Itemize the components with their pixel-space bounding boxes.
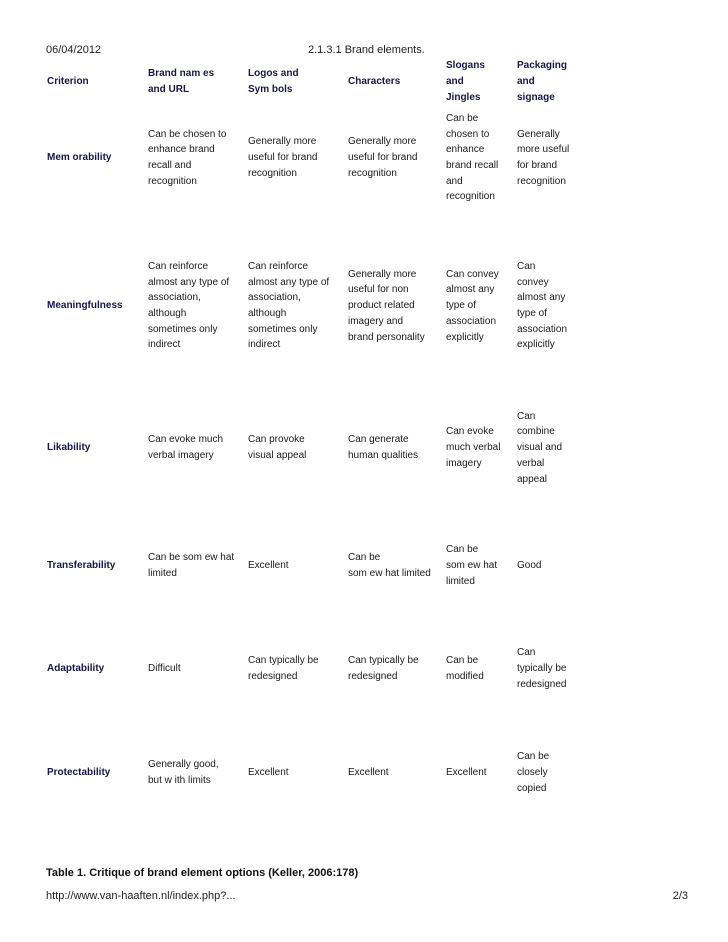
table-cell bbox=[348, 550, 431, 581]
row-header-mem-orability: Mem orability bbox=[47, 152, 112, 164]
cell-line: verbal bbox=[517, 457, 545, 469]
table-cell bbox=[148, 432, 223, 463]
footer-url: http://www.van-haaften.nl/index.php?... bbox=[46, 890, 236, 902]
cell-line: Good bbox=[517, 560, 542, 572]
table-cell bbox=[248, 259, 329, 353]
cell-line: for brand bbox=[517, 160, 558, 171]
cell-line: indirect bbox=[248, 339, 281, 351]
table-cell bbox=[148, 661, 181, 677]
cell-line: and bbox=[517, 76, 535, 88]
table-cell bbox=[348, 134, 418, 181]
table-cell bbox=[148, 757, 219, 788]
cell-line: som ew hat limited bbox=[348, 568, 431, 579]
cell-line: Can evoke bbox=[446, 426, 494, 438]
cell-line: Generally good, bbox=[148, 759, 219, 771]
cell-line: almost any type of bbox=[248, 276, 330, 288]
cell-line: convey bbox=[517, 276, 549, 288]
cell-line: Can bbox=[517, 260, 536, 272]
column-header-slogans-and-jingles bbox=[446, 58, 485, 105]
cell-line: recognition bbox=[248, 167, 297, 179]
row-header-transferability: Transferability bbox=[47, 560, 116, 572]
cell-line: Can typically be bbox=[348, 655, 419, 667]
cell-line: Difficult bbox=[148, 663, 181, 675]
cell-line: som ew hat bbox=[446, 560, 498, 572]
table-cell bbox=[248, 558, 289, 574]
cell-line: Can be bbox=[446, 544, 479, 556]
column-header-logos-and-sym-bols bbox=[248, 66, 299, 97]
cell-line: brand recall bbox=[446, 160, 499, 171]
cell-line: recognition bbox=[148, 175, 197, 187]
table-cell bbox=[148, 127, 226, 190]
table-cell bbox=[517, 127, 569, 190]
cell-line: imagery bbox=[446, 457, 482, 469]
cell-line: association bbox=[517, 323, 568, 335]
cell-line: Logos and bbox=[248, 68, 299, 80]
cell-line: although bbox=[248, 308, 287, 319]
cell-line: recognition bbox=[348, 167, 397, 179]
cell-line: sometimes only bbox=[148, 323, 218, 335]
cell-line: Slogans bbox=[446, 60, 485, 72]
cell-line: signage bbox=[517, 91, 555, 103]
cell-line: sometimes only bbox=[248, 323, 318, 335]
cell-line: recognition bbox=[446, 191, 495, 203]
table-cell bbox=[248, 134, 318, 181]
table-cell bbox=[446, 653, 484, 684]
cell-line: Can convey bbox=[446, 268, 499, 280]
cell-line: limited bbox=[148, 568, 177, 579]
table-cell bbox=[348, 432, 418, 463]
cell-line: and bbox=[446, 175, 463, 187]
cell-line: Can evoke much bbox=[148, 434, 224, 446]
cell-line: useful for brand bbox=[348, 152, 418, 164]
column-header-characters bbox=[348, 74, 400, 90]
table-cell bbox=[248, 653, 319, 684]
cell-line: Generally more bbox=[348, 136, 417, 148]
table-cell bbox=[148, 550, 234, 581]
cell-line: redesigned bbox=[348, 671, 398, 682]
cell-line: Can be chosen to bbox=[148, 128, 227, 140]
cell-line: Packaging bbox=[517, 60, 568, 72]
table-cell bbox=[517, 409, 562, 488]
cell-line: Generally more bbox=[348, 268, 417, 280]
cell-line: much verbal bbox=[446, 442, 501, 454]
cell-line: almost any bbox=[446, 284, 495, 296]
cell-line: almost any bbox=[517, 292, 566, 304]
cell-line: modified bbox=[446, 671, 484, 682]
cell-line: Excellent bbox=[248, 560, 289, 572]
table-cell bbox=[348, 267, 425, 346]
cell-line: redesigned bbox=[517, 678, 567, 690]
table-cell bbox=[517, 259, 567, 353]
cell-line: although bbox=[148, 308, 187, 319]
cell-line: and URL bbox=[148, 84, 190, 95]
cell-line: explicitly bbox=[517, 339, 555, 351]
cell-line: Excellent bbox=[248, 767, 289, 779]
table-caption: Table 1. Critique of brand element options (Keller, 2006:178) bbox=[46, 867, 359, 879]
cell-line: Criterion bbox=[47, 76, 89, 88]
table-cell bbox=[248, 765, 289, 781]
column-header-packaging-and-signage bbox=[517, 58, 567, 105]
column-header-brand-nam-es-and-url bbox=[148, 66, 214, 97]
cell-line: Excellent bbox=[348, 767, 389, 779]
cell-line: visual and bbox=[517, 442, 563, 454]
cell-line: association, bbox=[148, 292, 201, 304]
cell-line: association, bbox=[248, 292, 301, 304]
cell-line: redesigned bbox=[248, 671, 298, 682]
cell-line: useful for non bbox=[348, 284, 409, 296]
table-cell bbox=[446, 424, 500, 471]
row-header-adaptability: Adaptability bbox=[47, 663, 105, 675]
table-cell bbox=[517, 749, 549, 796]
cell-line: Can bbox=[517, 410, 536, 422]
cell-line: Excellent bbox=[446, 767, 487, 779]
table-cell bbox=[517, 645, 566, 692]
cell-line: enhance bbox=[446, 144, 485, 156]
cell-line: Can typically be bbox=[248, 655, 319, 667]
cell-line: Can be som ew hat bbox=[148, 552, 235, 564]
header-date: 06/04/2012 bbox=[46, 44, 102, 56]
row-header-likability: Likability bbox=[47, 442, 91, 454]
cell-line: but w ith limits bbox=[148, 775, 211, 786]
cell-line: Can be bbox=[348, 552, 381, 564]
cell-line: typically be bbox=[517, 663, 567, 675]
cell-line: Can reinforce bbox=[148, 260, 209, 272]
cell-line: Can bbox=[517, 647, 536, 659]
cell-line: enhance brand bbox=[148, 144, 215, 156]
cell-line: Jingles bbox=[446, 91, 481, 103]
cell-line: useful for brand bbox=[248, 152, 318, 164]
cell-line: Can be bbox=[517, 751, 550, 763]
cell-line: recall and bbox=[148, 160, 192, 171]
header-title: 2.1.3.1 Brand elements. bbox=[308, 44, 425, 56]
cell-line: Characters bbox=[348, 76, 401, 88]
cell-line: brand personality bbox=[348, 331, 425, 343]
cell-line: imagery and bbox=[348, 315, 404, 327]
cell-line: almost any type of bbox=[148, 276, 230, 288]
cell-line: verbal imagery bbox=[148, 450, 214, 461]
table-cell bbox=[446, 765, 487, 781]
table-cell bbox=[348, 653, 419, 684]
cell-line: Can generate bbox=[348, 434, 409, 446]
cell-line: Generally bbox=[517, 128, 560, 140]
cell-line: Brand nam es bbox=[148, 68, 215, 80]
row-header-protectability: Protectability bbox=[47, 767, 111, 779]
cell-line: visual appeal bbox=[248, 450, 307, 461]
cell-line: Can be bbox=[446, 655, 479, 667]
cell-line: and bbox=[446, 76, 464, 88]
table-cell bbox=[517, 558, 541, 574]
cell-line: combine bbox=[517, 426, 555, 438]
cell-line: chosen to bbox=[446, 128, 490, 140]
cell-line: indirect bbox=[148, 339, 181, 351]
cell-line: recognition bbox=[517, 175, 566, 187]
cell-line: Can reinforce bbox=[248, 260, 309, 272]
cell-line: Can provoke bbox=[248, 434, 305, 446]
page-number: 2/3 bbox=[672, 890, 688, 902]
cell-line: type of bbox=[517, 308, 548, 319]
cell-line: product related bbox=[348, 300, 415, 312]
cell-line: closely bbox=[517, 767, 548, 779]
table-cell bbox=[446, 111, 498, 205]
column-header-criterion bbox=[47, 74, 89, 90]
cell-line: Generally more bbox=[248, 136, 317, 148]
cell-line: Can be bbox=[446, 112, 479, 124]
row-header-meaningfulness: Meaningfulness bbox=[47, 300, 123, 312]
cell-line: type of bbox=[446, 300, 477, 312]
cell-line: limited bbox=[446, 575, 475, 587]
cell-line: explicitly bbox=[446, 331, 484, 343]
cell-line: human qualities bbox=[348, 450, 419, 461]
table-cell bbox=[148, 259, 229, 353]
cell-line: Sym bols bbox=[248, 84, 293, 95]
cell-line: more useful bbox=[517, 144, 570, 156]
table-cell bbox=[348, 765, 389, 781]
table-cell bbox=[446, 542, 497, 589]
cell-line: appeal bbox=[517, 473, 548, 485]
table-cell bbox=[446, 267, 499, 346]
table-cell bbox=[248, 432, 306, 463]
cell-line: association bbox=[446, 315, 497, 327]
cell-line: copied bbox=[517, 782, 547, 794]
